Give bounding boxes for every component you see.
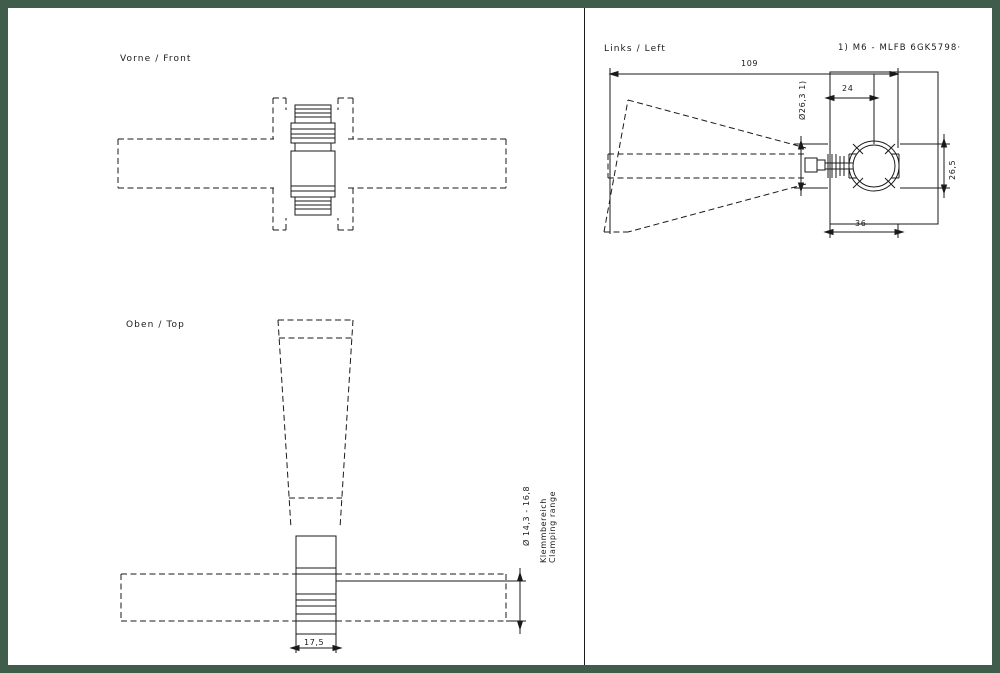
- dim-17-5: 17,5: [304, 638, 325, 647]
- dim-line-clamping-range: [336, 568, 526, 634]
- left-view-label: Links / Left: [604, 44, 667, 54]
- clamp-label-en: Clamping range: [548, 490, 557, 563]
- technical-drawing: [8, 8, 992, 665]
- top-bar-outline: [121, 574, 506, 621]
- front-bar-outline: [118, 139, 506, 188]
- front-clamp-body: [291, 105, 335, 215]
- left-bolt-detail: [805, 154, 853, 178]
- dim-line-26-5: [900, 134, 950, 198]
- dim-line-109: [610, 68, 898, 234]
- top-clamp-body: [296, 536, 336, 634]
- mlfb-note: 1) M6 - MLFB 6GK5798·: [838, 43, 962, 53]
- top-antenna-outline: [278, 320, 353, 528]
- left-antenna-outline: [604, 100, 806, 232]
- column-divider: [584, 8, 585, 665]
- dim-24: 24: [842, 84, 854, 93]
- left-housing-box: [830, 72, 938, 224]
- dim-36: 36: [855, 219, 867, 228]
- left-clamp-ring: [849, 141, 899, 191]
- dim-109: 109: [741, 59, 759, 68]
- dim-diameter-26-3: Ø26,3 1): [798, 80, 807, 120]
- front-clamp-dashed-outline: [273, 98, 353, 230]
- dim-line-diameter-26-3: [794, 136, 828, 196]
- dim-clamping-range: Ø 14,3 - 16,8: [522, 485, 531, 546]
- dim-26-5: 26,5: [948, 159, 957, 180]
- front-view-label: Vorne / Front: [120, 54, 192, 64]
- clamp-label-de: Klemmbereich: [539, 498, 548, 563]
- top-view-label: Oben / Top: [126, 320, 185, 330]
- drawing-sheet: [8, 8, 992, 665]
